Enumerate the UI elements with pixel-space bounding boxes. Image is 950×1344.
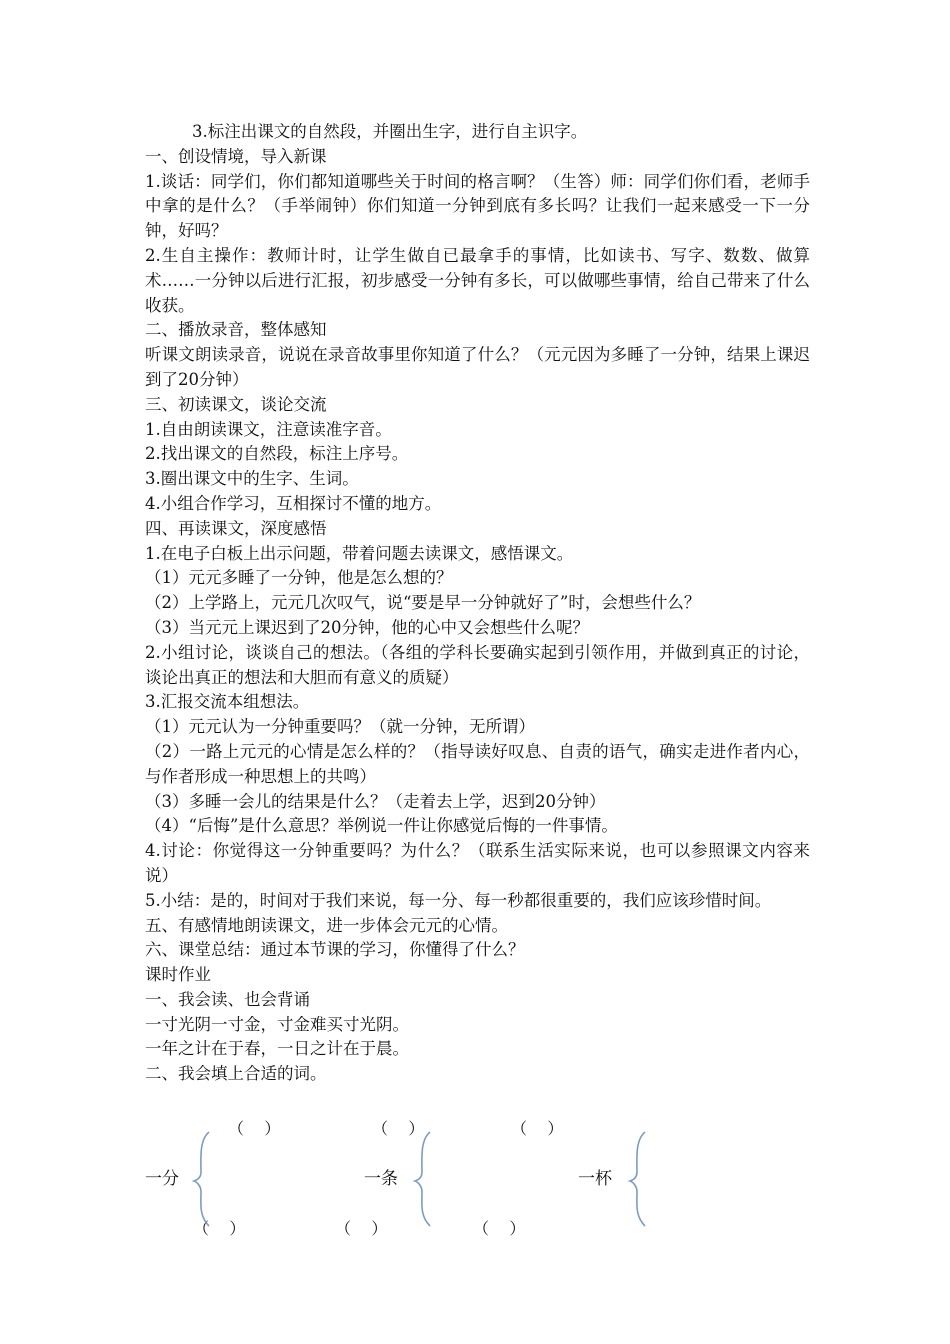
paragraph: 3.圈出课文中的生字、生词。 xyxy=(145,469,359,489)
homework-section-2: 二、我会填上合适的词。 xyxy=(145,1064,327,1084)
blank-top: （ ） xyxy=(228,1119,281,1138)
section-heading-1: 一、创设情境，导入新课 xyxy=(145,146,327,166)
measure-word-1: 一分 xyxy=(145,1169,179,1189)
proverb-line: 一寸光阴一寸金，寸金难买寸光阴。 xyxy=(145,1014,409,1034)
question-item: （4）“后悔”是什么意思？举例说一件让你感觉后悔的一件事情。 xyxy=(145,816,618,836)
paragraph-self-study: 3.标注出课文的自然段，并圈出生字，进行自主识字。 xyxy=(192,122,588,141)
question-item: （3）当元元上课迟到了20分钟，他的心中又会想些什么呢？ xyxy=(145,617,589,637)
homework-section-1: 一、我会读、也会背诵 xyxy=(145,989,310,1009)
homework-heading: 课时作业 xyxy=(145,965,211,985)
blank-bottom: （ ） xyxy=(335,1219,388,1238)
paragraph: 1.谈话：同学们，你们都知道哪些关于时间的格言啊？（生答）师：同学们你们看，老师手中拿的是什么？（手举闹钟）你们知道一分钟到底有多长吗？让我们一起来感受一下一分钟，好吗？ xyxy=(145,171,810,241)
paragraph: 3.汇报交流本组想法。 xyxy=(145,692,310,712)
paragraph: 4.讨论：你觉得这一分钟重要吗？为什么？（联系生活实际来说，也可以参照课文内容来说） xyxy=(145,841,810,885)
paragraph: 2.找出课文的自然段，标注上序号。 xyxy=(145,444,409,464)
question-item: （3）多睡一会儿的结果是什么？（走着去上学，迟到20分钟） xyxy=(145,791,606,811)
section-heading-4: 四、再读课文，深度感悟 xyxy=(145,518,327,538)
measure-word-2: 一条 xyxy=(364,1169,398,1189)
blank-top: （ ） xyxy=(372,1119,425,1138)
paragraph: 2.小组讨论，谈谈自己的想法。（各组的学科长要确实起到引领作用，并做到真正的讨论，谈论出真正的想法和大胆而有意义的质疑） xyxy=(145,642,810,687)
section-heading-5: 五、有感情地朗读课文，进一步体会元元的心情。 xyxy=(145,915,508,935)
paragraph: 4.小组合作学习，互相探讨不懂的地方。 xyxy=(145,493,442,513)
blank-bottom: （ ） xyxy=(473,1219,526,1238)
section-heading-3: 三、初读课文，谈论交流 xyxy=(145,394,327,414)
section-heading-2: 二、播放录音，整体感知 xyxy=(145,320,327,340)
measure-word-3: 一杯 xyxy=(578,1169,612,1189)
question-item: （1）元元认为一分钟重要吗？（就一分钟，无所谓） xyxy=(145,717,535,737)
paragraph: 听课文朗读录音，说说在录音故事里你知道了什么？（元元因为多睡了一分钟，结果上课迟到了20分钟） xyxy=(145,345,810,389)
question-item: （2）一路上元元的心情是怎么样的？（指导读好叹息、自责的语气，确实走进作者内心，与作者形成一种思想上的共鸣） xyxy=(145,741,810,786)
blank-top: （ ） xyxy=(511,1119,564,1138)
blank-bottom: （ ） xyxy=(193,1219,246,1238)
paragraph: 1.在电子白板上出示问题，带着问题去读课文，感悟课文。 xyxy=(145,543,574,563)
paragraph: 5.小结：是的，时间对于我们来说，每一分、每一秒都很重要的，我们应该珍惜时间。 xyxy=(145,890,772,910)
section-heading-6: 六、课堂总结：通过本节课的学习，你懂得了什么？ xyxy=(145,940,525,960)
question-item: （2）上学路上，元元几次叹气，说“要是早一分钟就好了”时，会想些什么？ xyxy=(145,593,701,613)
paragraph: 1.自由朗读课文，注意读准字音。 xyxy=(145,419,392,439)
proverb-line: 一年之计在于春，一日之计在于晨。 xyxy=(145,1039,409,1059)
paragraph: 2.生自主操作：教师计时，让学生做自已最拿手的事情，比如读书、写字、数数、做算术……一分钟以后进行汇报，初步感受一分钟有多长，可以做哪些事情，给自己带来了什么收获。 xyxy=(145,245,810,315)
question-item: （1）元元多睡了一分钟，他是怎么想的？ xyxy=(145,568,453,588)
